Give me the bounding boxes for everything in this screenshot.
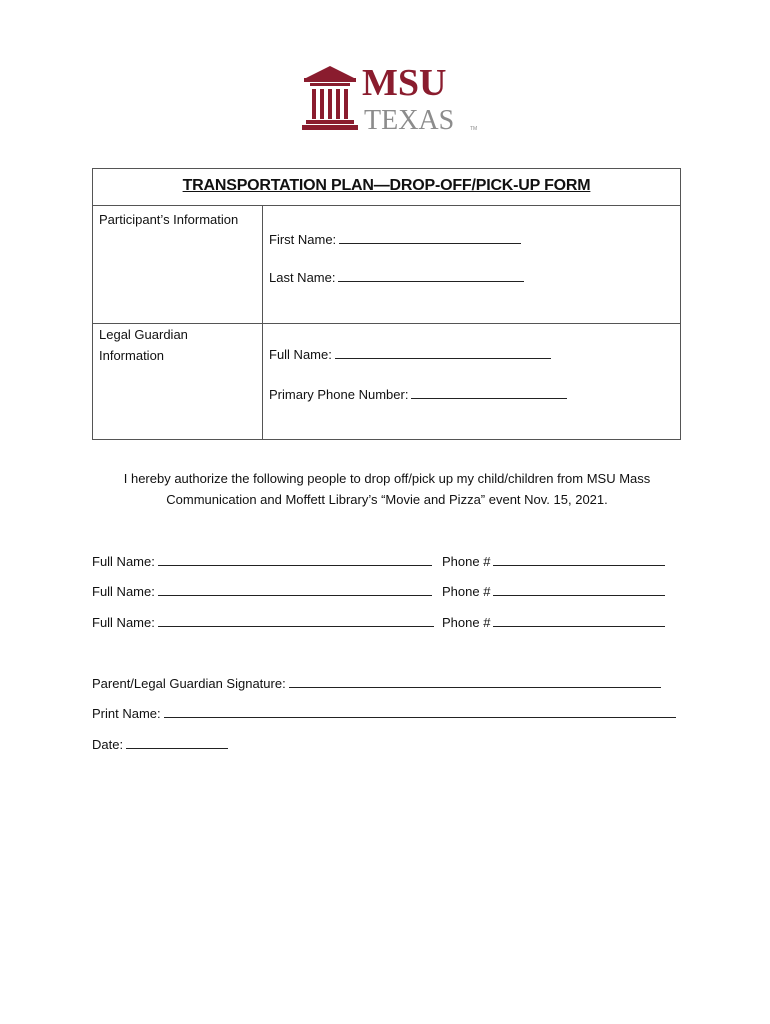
date-label: Date: — [92, 737, 124, 752]
guardian-full-name-label: Full Name: — [269, 347, 332, 362]
guardian-full-name-field[interactable] — [269, 345, 551, 362]
last-name-label: Last Name: — [269, 270, 336, 285]
primary-phone-blank[interactable] — [411, 385, 567, 399]
logo-tm-text: TM — [470, 126, 478, 132]
guardian-info-label — [99, 324, 188, 366]
guardian-label-line1: Legal Guardian — [99, 327, 188, 342]
person-phone-blank[interactable] — [493, 582, 665, 596]
person-phone-label: Phone # — [442, 554, 491, 569]
authorization-line1: I hereby authorize the following people to drop off/pick up my child/children from MSU Mass — [123, 471, 651, 486]
guardian-label-line2: Information — [99, 348, 165, 363]
first-name-blank[interactable] — [339, 230, 521, 244]
authorization-line2: Communication and Moffett Library’s “Movie and Pizza” event Nov. 15, 2021. — [166, 492, 608, 507]
authorized-person-3-name-field[interactable] — [92, 613, 434, 630]
print-name-blank[interactable] — [164, 704, 676, 718]
authorized-person-1-name-field[interactable] — [92, 552, 432, 569]
date-field[interactable] — [92, 735, 228, 752]
person-name-blank[interactable] — [158, 613, 434, 627]
last-name-field[interactable] — [269, 268, 524, 285]
person-phone-blank[interactable] — [493, 552, 665, 566]
form-title-row — [93, 169, 680, 206]
authorized-person-3-phone-field[interactable] — [442, 613, 665, 630]
signature-blank[interactable] — [289, 674, 661, 688]
person-name-label: Full Name: — [92, 584, 155, 599]
person-name-label: Full Name: — [92, 554, 155, 569]
logo-msu-text: MSU — [362, 62, 447, 104]
transportation-form-table — [92, 168, 681, 440]
print-name-field[interactable] — [92, 704, 676, 721]
person-name-label: Full Name: — [92, 615, 155, 630]
form-title: TRANSPORTATION PLAN—DROP-OFF/PICK-UP FORM — [182, 177, 591, 194]
first-name-label: First Name: — [269, 232, 337, 247]
person-name-blank[interactable] — [158, 582, 432, 596]
person-phone-blank[interactable] — [493, 613, 665, 627]
person-phone-label: Phone # — [442, 584, 491, 599]
print-name-label: Print Name: — [92, 706, 161, 721]
authorized-person-2-name-field[interactable] — [92, 582, 432, 599]
guardian-signature-field[interactable] — [92, 674, 661, 691]
clock-tower-icon — [302, 66, 358, 130]
authorization-paragraph — [92, 468, 682, 510]
authorized-person-1-phone-field[interactable] — [442, 552, 665, 569]
msu-texas-logo — [300, 62, 480, 134]
logo-texas-text: TEXAS — [364, 105, 455, 134]
guardian-full-name-blank[interactable] — [335, 345, 551, 359]
date-blank[interactable] — [126, 735, 228, 749]
last-name-blank[interactable] — [338, 268, 524, 282]
signature-label: Parent/Legal Guardian Signature: — [92, 676, 286, 691]
primary-phone-label: Primary Phone Number: — [269, 387, 409, 402]
primary-phone-field[interactable] — [269, 385, 567, 402]
authorized-person-2-phone-field[interactable] — [442, 582, 665, 599]
first-name-field[interactable] — [269, 230, 521, 247]
participant-info-label: Participant’s Information — [99, 212, 239, 227]
person-name-blank[interactable] — [158, 552, 432, 566]
person-phone-label: Phone # — [442, 615, 491, 630]
